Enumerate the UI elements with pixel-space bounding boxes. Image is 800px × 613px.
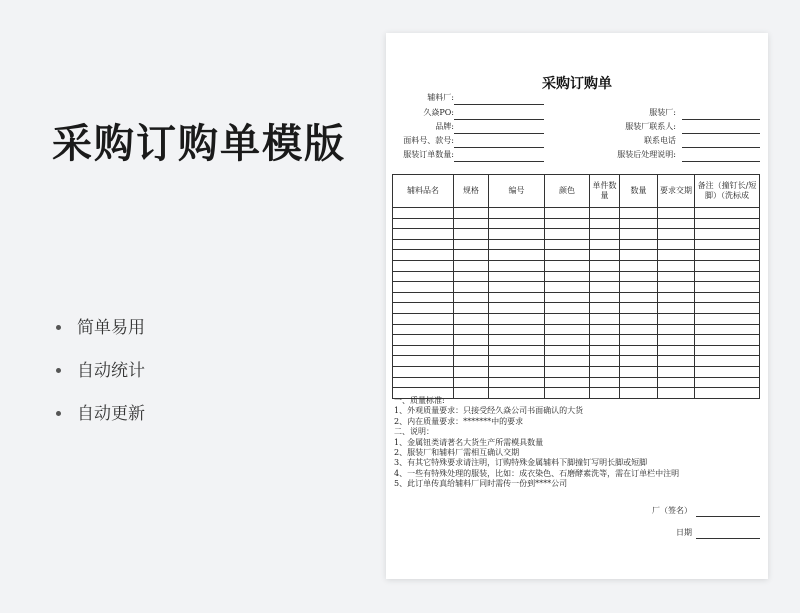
table-row — [393, 250, 760, 261]
table-cell[interactable] — [658, 335, 695, 346]
table-cell[interactable] — [393, 313, 454, 324]
col-header: 要求交期 — [658, 175, 695, 208]
field-phone — [566, 135, 676, 147]
table-cell[interactable] — [620, 260, 658, 271]
table-cell[interactable] — [545, 282, 590, 293]
table-cell[interactable] — [590, 282, 620, 293]
table-cell[interactable] — [590, 208, 620, 219]
table-cell[interactable] — [620, 271, 658, 282]
table-cell[interactable] — [695, 388, 760, 399]
table-cell[interactable] — [658, 377, 695, 388]
table-cell[interactable] — [695, 218, 760, 229]
field-supplier — [386, 92, 454, 104]
table-row — [393, 229, 760, 240]
table-cell[interactable] — [454, 356, 489, 367]
table-cell[interactable] — [620, 292, 658, 303]
table-cell[interactable] — [489, 260, 545, 271]
field-label: 服装后处理说明: — [617, 150, 676, 159]
table-cell[interactable] — [658, 239, 695, 250]
po-line[interactable] — [454, 119, 544, 120]
note-line: 二、说明： — [394, 427, 434, 437]
table-cell[interactable] — [454, 260, 489, 271]
table-cell[interactable] — [489, 239, 545, 250]
table-cell[interactable] — [489, 313, 545, 324]
order-qty-line[interactable] — [454, 161, 544, 162]
col-header: 辅料品名 — [393, 175, 454, 208]
table-cell[interactable] — [658, 345, 695, 356]
table-row — [393, 271, 760, 282]
table-cell[interactable] — [695, 208, 760, 219]
notes-section — [394, 396, 679, 490]
table-cell[interactable] — [454, 292, 489, 303]
table-cell[interactable] — [393, 335, 454, 346]
table-cell[interactable] — [590, 250, 620, 261]
table-cell[interactable] — [545, 303, 590, 314]
post-processing-line[interactable] — [682, 161, 760, 162]
table-cell[interactable] — [454, 218, 489, 229]
table-cell[interactable] — [620, 303, 658, 314]
table-cell[interactable] — [393, 218, 454, 229]
field-label: 面料号、款号: — [403, 136, 454, 145]
table-cell[interactable] — [454, 229, 489, 240]
field-fabric-style — [386, 135, 454, 147]
table-cell[interactable] — [620, 324, 658, 335]
table-cell[interactable] — [454, 239, 489, 250]
table-cell[interactable] — [489, 356, 545, 367]
table-cell[interactable] — [393, 229, 454, 240]
table-row — [393, 377, 760, 388]
table-row — [393, 260, 760, 271]
fabric-style-line[interactable] — [454, 147, 544, 148]
col-header: 编号 — [489, 175, 545, 208]
note-line: 4、一些有特殊处理的服装，比如：成衣染色、石磨酵素洗等，需在订单栏中注明 — [394, 468, 680, 478]
table-cell[interactable] — [620, 239, 658, 250]
table-cell[interactable] — [454, 335, 489, 346]
table-cell[interactable] — [545, 239, 590, 250]
table-row — [393, 208, 760, 219]
table-cell[interactable] — [590, 271, 620, 282]
table-header-row — [393, 175, 760, 208]
table-cell[interactable] — [590, 356, 620, 367]
table-cell[interactable] — [590, 345, 620, 356]
table-cell[interactable] — [489, 218, 545, 229]
feature-item — [56, 349, 145, 392]
table-row — [393, 239, 760, 250]
table-cell[interactable] — [489, 282, 545, 293]
table-row — [393, 282, 760, 293]
col-header: 颜色 — [545, 175, 590, 208]
field-order-qty — [386, 149, 454, 161]
table-cell[interactable] — [545, 250, 590, 261]
table-cell[interactable] — [620, 345, 658, 356]
table-cell[interactable] — [658, 356, 695, 367]
note-line: 1、金属钮类请著名大货生产所需模具数量 — [394, 437, 544, 447]
table-cell[interactable] — [489, 292, 545, 303]
table-cell[interactable] — [590, 292, 620, 303]
supplier-line[interactable] — [454, 104, 544, 105]
table-cell[interactable] — [545, 218, 590, 229]
table-cell[interactable] — [695, 356, 760, 367]
table-cell[interactable] — [545, 271, 590, 282]
table-cell[interactable] — [545, 292, 590, 303]
table-cell[interactable] — [695, 271, 760, 282]
table-cell[interactable] — [393, 324, 454, 335]
table-cell[interactable] — [695, 292, 760, 303]
note-line: 2、内在质量要求：*******中的要求 — [394, 416, 524, 426]
table-cell[interactable] — [695, 377, 760, 388]
table-cell[interactable] — [545, 356, 590, 367]
col-header: 规格 — [454, 175, 489, 208]
table-row — [393, 218, 760, 229]
table-cell[interactable] — [393, 208, 454, 219]
table-cell[interactable] — [454, 324, 489, 335]
factory-sign-line[interactable] — [696, 516, 760, 517]
field-label: 服装厂: — [649, 108, 676, 117]
col-header: 单件数量 — [590, 175, 620, 208]
table-row — [393, 366, 760, 377]
table-cell[interactable] — [695, 303, 760, 314]
brand-line[interactable] — [454, 133, 544, 134]
table-cell[interactable] — [658, 282, 695, 293]
table-cell[interactable] — [489, 345, 545, 356]
table-cell[interactable] — [393, 345, 454, 356]
table-cell[interactable] — [620, 356, 658, 367]
field-garment-factory — [566, 107, 676, 119]
table-cell[interactable] — [590, 324, 620, 335]
table-cell[interactable] — [695, 260, 760, 271]
factory-sign-label: 厂（签名） — [652, 506, 692, 515]
table-cell[interactable] — [454, 345, 489, 356]
table-cell[interactable] — [454, 250, 489, 261]
table-cell[interactable] — [590, 260, 620, 271]
phone-line[interactable] — [682, 147, 760, 148]
table-cell[interactable] — [545, 229, 590, 240]
table-cell[interactable] — [620, 335, 658, 346]
table-cell[interactable] — [489, 303, 545, 314]
table-cell[interactable] — [658, 324, 695, 335]
field-post-processing — [566, 149, 676, 161]
table-cell[interactable] — [393, 366, 454, 377]
table-cell[interactable] — [658, 271, 695, 282]
table-cell[interactable] — [658, 229, 695, 240]
col-header: 备注（撞钉长/短脚）（洗标成 — [695, 175, 760, 208]
field-label: 服装订单数量: — [403, 150, 454, 159]
table-cell[interactable] — [393, 239, 454, 250]
order-items-table — [392, 174, 760, 399]
table-cell[interactable] — [695, 313, 760, 324]
table-cell[interactable] — [454, 313, 489, 324]
table-cell[interactable] — [393, 250, 454, 261]
table-cell[interactable] — [489, 366, 545, 377]
table-cell[interactable] — [658, 208, 695, 219]
table-cell[interactable] — [590, 218, 620, 229]
table-row — [393, 356, 760, 367]
table-cell[interactable] — [393, 260, 454, 271]
table-cell[interactable] — [393, 303, 454, 314]
bullet-icon — [56, 368, 61, 373]
note-line: 一、质量标准: — [394, 396, 445, 405]
table-cell[interactable] — [454, 303, 489, 314]
table-cell[interactable] — [454, 377, 489, 388]
document-title: 采购订购单 — [542, 76, 612, 92]
table-row — [393, 335, 760, 346]
table-cell[interactable] — [393, 292, 454, 303]
feature-label: 简单易用 — [77, 317, 145, 338]
field-label: 辅料厂: — [427, 93, 454, 102]
field-brand — [386, 121, 454, 133]
table-cell[interactable] — [454, 366, 489, 377]
table-cell[interactable] — [489, 335, 545, 346]
garment-factory-line[interactable] — [682, 119, 760, 120]
field-label: 品牌: — [435, 122, 454, 131]
feature-item — [56, 392, 145, 435]
table-cell[interactable] — [590, 303, 620, 314]
feature-item — [56, 306, 145, 349]
contact-line[interactable] — [682, 133, 760, 134]
table-cell[interactable] — [545, 260, 590, 271]
table-row — [393, 345, 760, 356]
feature-list — [56, 306, 145, 435]
table-cell[interactable] — [695, 335, 760, 346]
table-cell[interactable] — [658, 250, 695, 261]
table-cell[interactable] — [658, 366, 695, 377]
table-cell[interactable] — [489, 377, 545, 388]
table-cell[interactable] — [620, 282, 658, 293]
field-contact — [566, 121, 676, 133]
table-cell[interactable] — [393, 377, 454, 388]
table-cell[interactable] — [545, 366, 590, 377]
table-cell[interactable] — [590, 335, 620, 346]
note-line: 1、外观质量要求：只接受经久焱公司书面确认的大货 — [394, 406, 584, 416]
note-line: 5、此订单传真给辅料厂同时需传一份到****公司 — [394, 479, 568, 489]
table-cell[interactable] — [620, 208, 658, 219]
table-cell[interactable] — [545, 324, 590, 335]
table-cell[interactable] — [489, 324, 545, 335]
note-line: 3、有其它特殊要求请注明，订购特殊金属辅料下脚撞钉写明长脚或短脚 — [394, 458, 648, 468]
table-cell[interactable] — [620, 366, 658, 377]
table-row — [393, 324, 760, 335]
table-cell[interactable] — [590, 313, 620, 324]
table-cell[interactable] — [545, 313, 590, 324]
table-cell[interactable] — [454, 271, 489, 282]
table-cell[interactable] — [658, 260, 695, 271]
field-label: 联系电话 — [644, 136, 676, 145]
table-cell[interactable] — [695, 366, 760, 377]
table-cell[interactable] — [393, 271, 454, 282]
bullet-icon — [56, 411, 61, 416]
table-cell[interactable] — [658, 218, 695, 229]
table-cell[interactable] — [489, 250, 545, 261]
bullet-icon — [56, 325, 61, 330]
table-cell[interactable] — [489, 271, 545, 282]
table-cell[interactable] — [590, 239, 620, 250]
table-cell[interactable] — [590, 366, 620, 377]
table-cell[interactable] — [695, 282, 760, 293]
purchase-order-document — [386, 33, 768, 579]
table-cell[interactable] — [620, 313, 658, 324]
table-cell[interactable] — [545, 335, 590, 346]
table-cell[interactable] — [590, 229, 620, 240]
table-cell[interactable] — [658, 313, 695, 324]
table-cell[interactable] — [658, 303, 695, 314]
feature-label: 自动统计 — [77, 360, 145, 381]
table-row — [393, 313, 760, 324]
table-cell[interactable] — [454, 282, 489, 293]
field-po — [386, 107, 454, 119]
date-line[interactable] — [696, 538, 760, 539]
field-label: 久焱PO: — [423, 108, 454, 117]
table-cell[interactable] — [590, 377, 620, 388]
table-cell[interactable] — [489, 208, 545, 219]
table-cell[interactable] — [620, 377, 658, 388]
table-cell[interactable] — [545, 345, 590, 356]
note-line: 2、服装厂和辅料厂需相互确认交期 — [394, 448, 520, 458]
table-cell[interactable] — [489, 229, 545, 240]
table-cell[interactable] — [545, 377, 590, 388]
table-cell[interactable] — [620, 229, 658, 240]
table-cell[interactable] — [695, 239, 760, 250]
table-cell[interactable] — [393, 282, 454, 293]
field-label: 服装厂联系人: — [625, 122, 676, 131]
table-cell[interactable] — [695, 345, 760, 356]
page-title: 采购订购单模版 — [52, 121, 346, 167]
table-cell[interactable] — [620, 218, 658, 229]
col-header: 数量 — [620, 175, 658, 208]
table-cell[interactable] — [658, 292, 695, 303]
date-label: 日期 — [676, 528, 692, 537]
table-cell[interactable] — [695, 229, 760, 240]
table-row — [393, 303, 760, 314]
table-cell[interactable] — [454, 208, 489, 219]
table-cell[interactable] — [620, 250, 658, 261]
table-cell[interactable] — [695, 324, 760, 335]
table-cell[interactable] — [393, 356, 454, 367]
table-cell[interactable] — [695, 250, 760, 261]
feature-label: 自动更新 — [77, 403, 145, 424]
table-row — [393, 292, 760, 303]
table-cell[interactable] — [545, 208, 590, 219]
